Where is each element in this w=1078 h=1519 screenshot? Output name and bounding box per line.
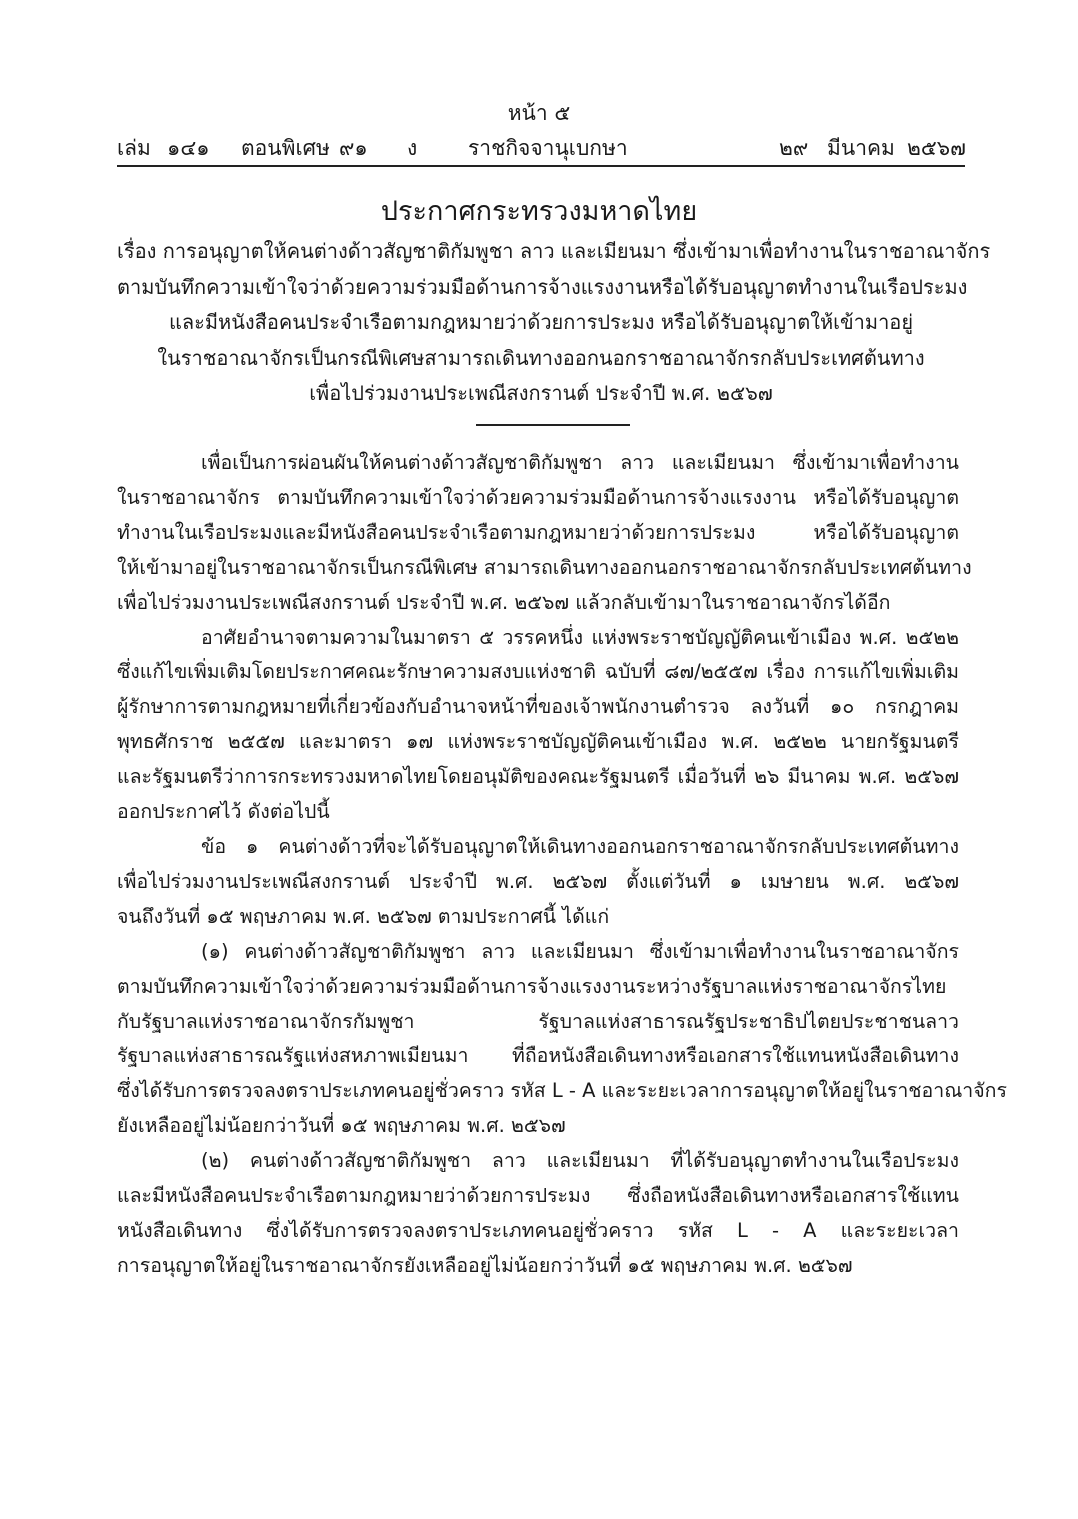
body-line: เพื่อเป็นการผ่อนผันให้คนต่างด้าวสัญชาติกัมพูชา ลาว และเมียนมา ซึ่งเข้ามาเพื่อทำงาน: [201, 451, 959, 474]
body-line: ยังเหลืออยู่ไม่น้อยกว่าวันที่ ๑๕ พฤษภาคม พ.ศ. ๒๕๖๗: [117, 1114, 566, 1138]
announcement-title: ประกาศกระทรวงมหาดไทย: [380, 196, 698, 227]
announcement-body: [117, 446, 1007, 1284]
body-line: พุทธศักราช ๒๕๕๗ และมาตรา ๑๗ แห่งพระราชบัญญัติคนเข้าเมือง พ.ศ. ๒๕๒๒ นายกรัฐมนตรี: [117, 730, 959, 754]
section-label: ตอนพิเศษ: [241, 136, 330, 160]
body-line: อาศัยอำนาจตามความในมาตรา ๕ วรรคหนึ่ง แห่งพระราชบัญญัติคนเข้าเมือง พ.ศ. ๒๕๒๒: [201, 625, 959, 649]
body-line: ในราชอาณาจักร ตามบันทึกความเข้าใจว่าด้วยความร่วมมือด้านการจ้างแรงงาน หรือได้รับอนุญาต: [117, 485, 959, 509]
header-divider: [117, 165, 965, 167]
body-line: เพื่อไปร่วมงานประเพณีสงกรานต์ ประจำปี พ.ศ. ๒๕๖๗ แล้วกลับเข้ามาในราชอาณาจักรได้อีก: [117, 590, 891, 614]
body-line: การอนุญาตให้อยู่ในราชอาณาจักรยังเหลืออยู่ไม่น้อยกว่าวันที่ ๑๕ พฤษภาคม พ.ศ. ๒๕๖๗: [117, 1253, 853, 1277]
section-number: ๙๑: [339, 136, 368, 160]
volume-number: ๑๔๑: [167, 136, 210, 160]
title-separator: [476, 424, 630, 426]
body-line: ทำงานในเรือประมงและมีหนังสือคนประจำเรือตามกฎหมายว่าด้วยการประมง หรือได้รับอนุญาต: [117, 520, 959, 544]
body-line: ให้เข้ามาอยู่ในราชอาณาจักรเป็นกรณีพิเศษ สามารถเดินทางออกนอกราชอาณาจักรกลับประเทศต้นทาง: [117, 555, 972, 579]
body-line: หนังสือเดินทาง ซึ่งได้รับการตรวจลงตราประเภทคนอยู่ชั่วคราว รหัส L - A และระยะเวลา: [117, 1218, 959, 1242]
subject-line: เพื่อไปร่วมงานประเพณีสงกรานต์ ประจำปี พ.ศ. ๒๕๖๗: [309, 381, 773, 405]
body-line: ตามบันทึกความเข้าใจว่าด้วยความร่วมมือด้านการจ้างแรงงานระหว่างรัฐบาลแห่งราชอาณาจักรไทย: [117, 974, 947, 998]
body-line: ออกประกาศไว้ ดังต่อไปนี้: [117, 800, 330, 824]
subject-line: เรื่อง การอนุญาตให้คนต่างด้าวสัญชาติกัมพูชา ลาว และเมียนมา ซึ่งเข้ามาเพื่อทำงานในราชอาณาจักร: [117, 239, 991, 263]
body-line: รัฐบาลแห่งสาธารณรัฐแห่งสหภาพเมียนมา ที่ถือหนังสือเดินทางหรือเอกสารใช้แทนหนังสือเดินทาง: [117, 1044, 959, 1068]
body-line: ข้อ ๑ คนต่างด้าวที่จะได้รับอนุญาตให้เดินทางออกนอกราชอาณาจักรกลับประเทศต้นทาง: [201, 834, 959, 858]
volume-label: เล่ม: [117, 136, 151, 160]
body-line: ซึ่งแก้ไขเพิ่มเติมโดยประกาศคณะรักษาความสงบแห่งชาติ ฉบับที่ ๘๗/๒๕๕๗ เรื่อง การแก้ไขเพิ่มเติม: [117, 660, 959, 684]
body-line: เพื่อไปร่วมงานประเพณีสงกรานต์ ประจำปี พ.ศ. ๒๕๖๗ ตั้งแต่วันที่ ๑ เมษายน พ.ศ. ๒๕๖๗: [117, 869, 959, 893]
body-line: และรัฐมนตรีว่าการกระทรวงมหาดไทยโดยอนุมัติของคณะรัฐมนตรี เมื่อวันที่ ๒๖ มีนาคม พ.ศ. ๒๕๖๗: [117, 765, 959, 789]
body-line: และมีหนังสือคนประจำเรือตามกฎหมายว่าด้วยการประมง ซึ่งถือหนังสือเดินทางหรือเอกสารใช้แทน: [117, 1184, 959, 1208]
body-line: กับรัฐบาลแห่งราชอาณาจักรกัมพูชา รัฐบาลแห่งสาธารณรัฐประชาธิปไตยประชาชนลาว: [117, 1009, 959, 1033]
running-header: [117, 133, 965, 165]
date-year: ๒๕๖๗: [907, 136, 966, 160]
subject-line: ในราชอาณาจักรเป็นกรณีพิเศษสามารถเดินทางออกนอกราชอาณาจักรกลับประเทศต้นทาง: [157, 345, 925, 370]
subject-line: และมีหนังสือคนประจำเรือตามกฎหมายว่าด้วยการประมง หรือได้รับอนุญาตให้เข้ามาอยู่: [168, 310, 914, 334]
body-line: (๒) คนต่างด้าวสัญชาติกัมพูชา ลาว และเมียนมา ที่ได้รับอนุญาตทำงานในเรือประมง: [201, 1149, 959, 1173]
body-line: ซึ่งได้รับการตรวจลงตราประเภทคนอยู่ชั่วคราว รหัส L - A และระยะเวลาการอนุญาตให้อยู่ในราชอาณาจักร: [117, 1079, 1007, 1103]
date-day: ๒๙: [779, 136, 809, 160]
subject-line: ตามบันทึกความเข้าใจว่าด้วยความร่วมมือด้านการจ้างแรงงานหรือได้รับอนุญาตทำงานในเรือประมง: [117, 274, 968, 299]
publication-name: ราชกิจจานุเบกษา: [468, 136, 628, 160]
announcement-subject: [117, 234, 991, 412]
page-number: หน้า ๕: [507, 101, 571, 125]
body-line: (๑) คนต่างด้าวสัญชาติกัมพูชา ลาว และเมียนมา ซึ่งเข้ามาเพื่อทำงานในราชอาณาจักร: [201, 939, 959, 963]
date-month: มีนาคม: [827, 136, 895, 160]
body-line: ผู้รักษาการตามกฎหมายที่เกี่ยวข้องกับอำนาจหน้าที่ของเจ้าพนักงานตำรวจ ลงวันที่ ๑๐ กรกฎาคม: [117, 695, 959, 719]
body-line: จนถึงวันที่ ๑๕ พฤษภาคม พ.ศ. ๒๕๖๗ ตามประกาศนี้ ได้แก่: [117, 904, 610, 928]
section-letter: ง: [407, 136, 418, 160]
